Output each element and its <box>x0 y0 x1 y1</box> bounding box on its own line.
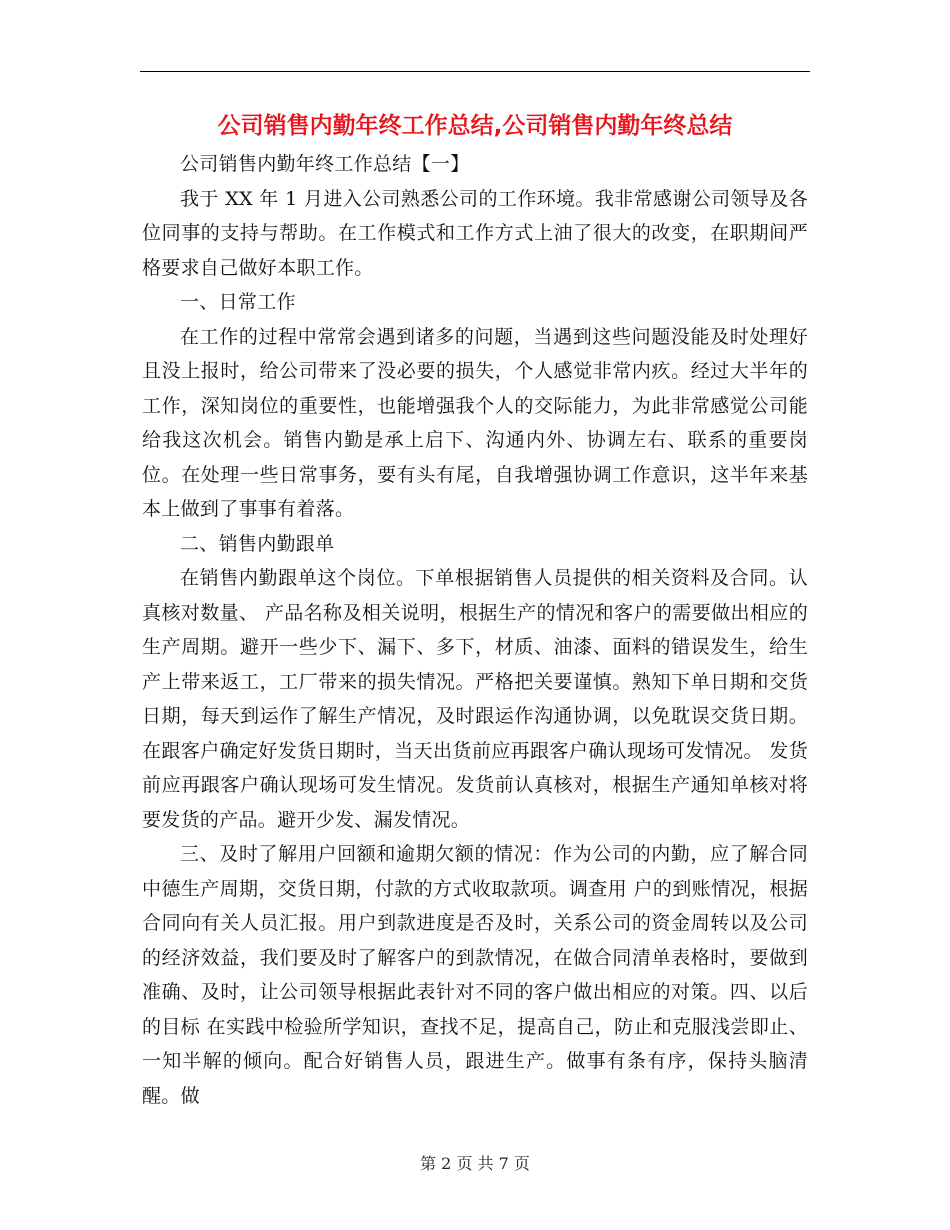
document-title: 公司销售内勤年终工作总结,公司销售内勤年终总结 <box>217 113 733 139</box>
page-number: 第 2 页 共 7 页 <box>420 1154 530 1173</box>
section-heading-daily-work: 一、日常工作 <box>180 291 296 313</box>
document-body <box>142 147 808 1113</box>
section-heading-part-one: 公司销售内勤年终工作总结【一】 <box>180 153 470 175</box>
section-heading-order-follow-up: 二、销售内勤跟单 <box>180 532 335 555</box>
header-rule <box>140 71 810 72</box>
order-follow-up-paragraph: 在销售内勤跟单这个岗位。下单根据销售人员提供的相关资料及合同。认真核对数量、 产品名称及相关说明，根据生产的情况和客户的需要做出相应的生产周期。避开一些少下、漏下、多下，材质、油漆、面料的错误发生，给生产上带来返工，工厂带来的损失情况。严格把关要谨慎。熟知下单日期和交货日期，每天到运作了解生产情况，及时跟运作沟通协调，以免耽误交货日期。在跟客户确定好发货日期时，当天出货前应再跟客户确认现场可发情况。 发货前应再跟客户确认现场可发生情况。发货前认真核对，根据生产通知单核对将要发货的产品。避开少发、漏发情况。 <box>142 567 808 831</box>
intro-paragraph: 我于 XX 年 1 月进入公司熟悉公司的工作环境。我非常感谢公司领导及各位同事的支持与帮助。在工作模式和工作方式上油了很大的改变，在职期间严格要求自己做好本职工作。 <box>142 187 808 279</box>
payment-tracking-paragraph: 三、及时了解用户回额和逾期欠额的情况：作为公司的内勤，应了解合同中德生产周期，交货日期，付款的方式收取款项。调查用 户的到账情况，根据合同向有关人员汇报。用户到款进度是否及时，关系公司的资金周转以及公司的经济效益，我们要及时了解客户的到款情况，在做合同清单表格时，要做到准确、及时，让公司领导根据此表针对不同的客户做出相应的对策。四、以后的目标 在实践中检验所学知识，查找不足，提高自己，防止和克服浅尝即止、一知半解的倾向。配合好销售人员，跟进生产。做事有条有序，保持头脑清醒。做 <box>142 843 808 1107</box>
daily-work-paragraph: 在工作的过程中常常会遇到诸多的问题，当遇到这些问题没能及时处理好且没上报时，给公司带来了没必要的损失，个人感觉非常内疚。经过大半年的工作，深知岗位的重要性，也能增强我个人的交际能力，为此非常感觉公司能给我这次机会。销售内勤是承上启下、沟通内外、协调左右、联系的重要岗位。在处理一些日常事务，要有头有尾，自我增强协调工作意识，这半年来基本上做到了事事有着落。 <box>142 325 808 520</box>
